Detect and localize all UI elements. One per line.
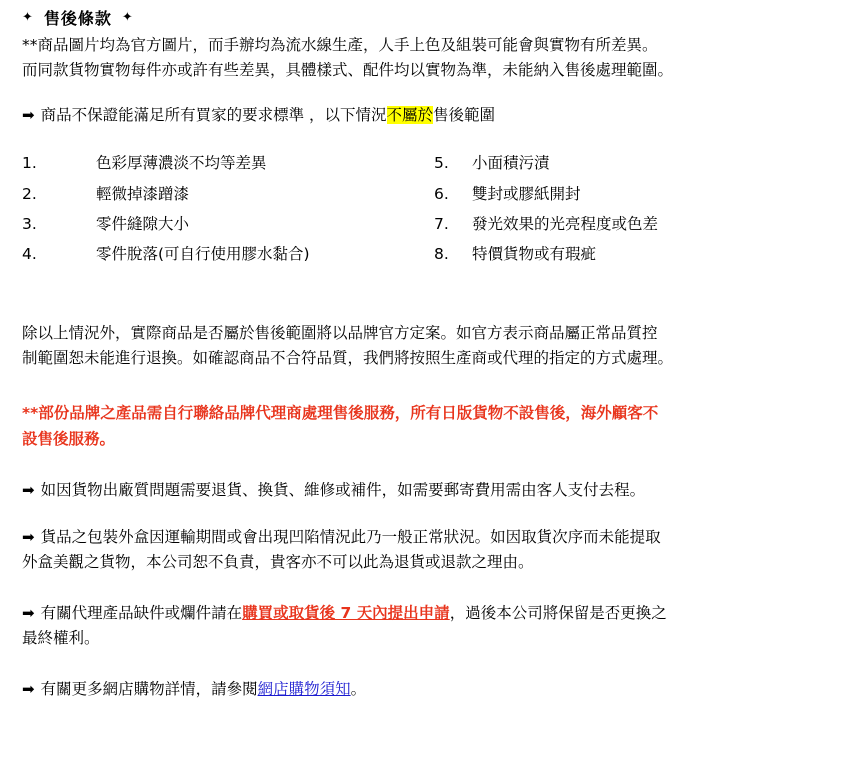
- document-title-row: [0, 0, 864, 33]
- not-covered-text-after: 售後範圍: [433, 106, 496, 125]
- not-covered-heading: [0, 103, 864, 128]
- list-item-number: 4.: [22, 244, 37, 263]
- not-covered-text-before: 商品不保證能滿足所有買家的要求標準 ，以下情況: [40, 106, 387, 125]
- packaging-note-line-1: [0, 525, 864, 550]
- arrow-icon: ➡: [22, 603, 35, 622]
- packaging-note-line-2: 外盒美觀之貨物，本公司恕不負責，貴客亦不可以此為退貨或退款之理由。: [22, 552, 534, 571]
- more-info-text-after: 。: [350, 680, 367, 699]
- spacer: [0, 575, 864, 601]
- list-item: [22, 179, 434, 209]
- list-item: [434, 209, 846, 239]
- intro-line-2: 而同款貨物實物每件亦或許有些差異，具體樣式、配件均以實物為準，未能納入售後處理範圍。: [22, 61, 674, 80]
- more-info-note: [0, 677, 864, 702]
- arrow-icon: ➡: [22, 480, 35, 499]
- list-item-label: 零件縫隙大小: [96, 214, 190, 233]
- list-item-number: 6.: [434, 184, 449, 203]
- spacer: [0, 83, 864, 103]
- missing-parts-note-line-2: 最終權利。: [22, 629, 100, 648]
- list-item: [434, 179, 846, 209]
- shipping-note: [0, 478, 864, 503]
- red-notice-line-2: 設售後服務。: [22, 429, 116, 448]
- missing-parts-text-before: 有關代理產品缺件或爛件請在: [40, 603, 243, 622]
- list-item: [22, 148, 434, 178]
- exclusions-column-right: [434, 148, 846, 269]
- list-item-label: 零件脫落(可自行使用膠水黏合): [96, 244, 310, 263]
- list-item-number: 8.: [434, 244, 449, 263]
- list-item-number: 2.: [22, 184, 37, 203]
- list-item-label: 雙封或膠紙開封: [472, 184, 581, 203]
- list-item: [434, 148, 846, 178]
- page-title: 售後條款: [43, 9, 112, 28]
- policy-line-2: 制範圍恕未能進行退換。如確認商品不合符品質，我們將按照生產商或代理的指定的方式處理。: [22, 349, 674, 368]
- list-item: [22, 209, 434, 239]
- exclusions-column-left: [22, 148, 434, 269]
- arrow-icon: ➡: [22, 680, 35, 699]
- list-item-label: 小面積污漬: [472, 154, 550, 173]
- list-item: [22, 239, 434, 269]
- missing-parts-note-line-1: [0, 601, 864, 626]
- list-item-label: 輕微掉漆蹭漆: [96, 184, 190, 203]
- missing-parts-emphasis: 購買或取貨後 7 天內提出申請: [242, 603, 450, 622]
- spacer: [0, 128, 864, 148]
- diamond-left-icon: ✦: [22, 10, 34, 25]
- policy-line-1: 除以上情況外，實際商品是否屬於售後範圍將以品牌官方定案。如官方表示商品屬正常品質控: [22, 324, 658, 343]
- spacer: [0, 371, 864, 401]
- exclusions-list: [0, 148, 864, 269]
- packaging-note-text-1: 貨品之包裝外盒因運輸期間或會出現凹陷情況此乃一般正常狀況。如因取貨次序而未能提取: [40, 527, 661, 546]
- list-item-number: 7.: [434, 214, 449, 233]
- red-notice-line-1: **部份品牌之產品需自行聯絡品牌代理商處理售後服務，所有日版貨物不設售後，海外顧客不: [22, 404, 659, 423]
- shopping-guide-link[interactable]: 網店購物須知: [257, 680, 351, 699]
- list-item-number: 1.: [22, 154, 37, 173]
- spacer: [0, 452, 864, 478]
- list-item-number: 3.: [22, 214, 37, 233]
- list-item-number: 5.: [434, 154, 449, 173]
- spacer: [0, 651, 864, 677]
- arrow-icon: ➡: [22, 106, 35, 125]
- diamond-right-icon: ✦: [121, 10, 134, 25]
- not-covered-highlight: 不屬於: [386, 106, 434, 125]
- list-item-label: 特價貨物或有瑕疵: [472, 244, 597, 263]
- list-item-label: 發光效果的光亮程度或色差: [472, 214, 659, 233]
- list-item-label: 色彩厚薄濃淡不均等差異: [96, 154, 267, 173]
- intro-line-1: **商品圖片均為官方圖片，而手辦均為流水線生產，人手上色及組裝可能會與實物有所差異。: [22, 36, 658, 54]
- spacer: [0, 503, 864, 525]
- list-item: [434, 239, 846, 269]
- spacer: [0, 269, 864, 321]
- missing-parts-text-after: ，過後本公司將保留是否更換之: [449, 603, 667, 622]
- more-info-text-before: 有關更多網店購物詳情，請參閱: [40, 680, 258, 699]
- arrow-icon: ➡: [22, 527, 35, 546]
- shipping-note-text: 如因貨物出廠質問題需要退貨、換貨、維修或補件，如需要郵寄費用需由客人支付去程。: [40, 480, 646, 499]
